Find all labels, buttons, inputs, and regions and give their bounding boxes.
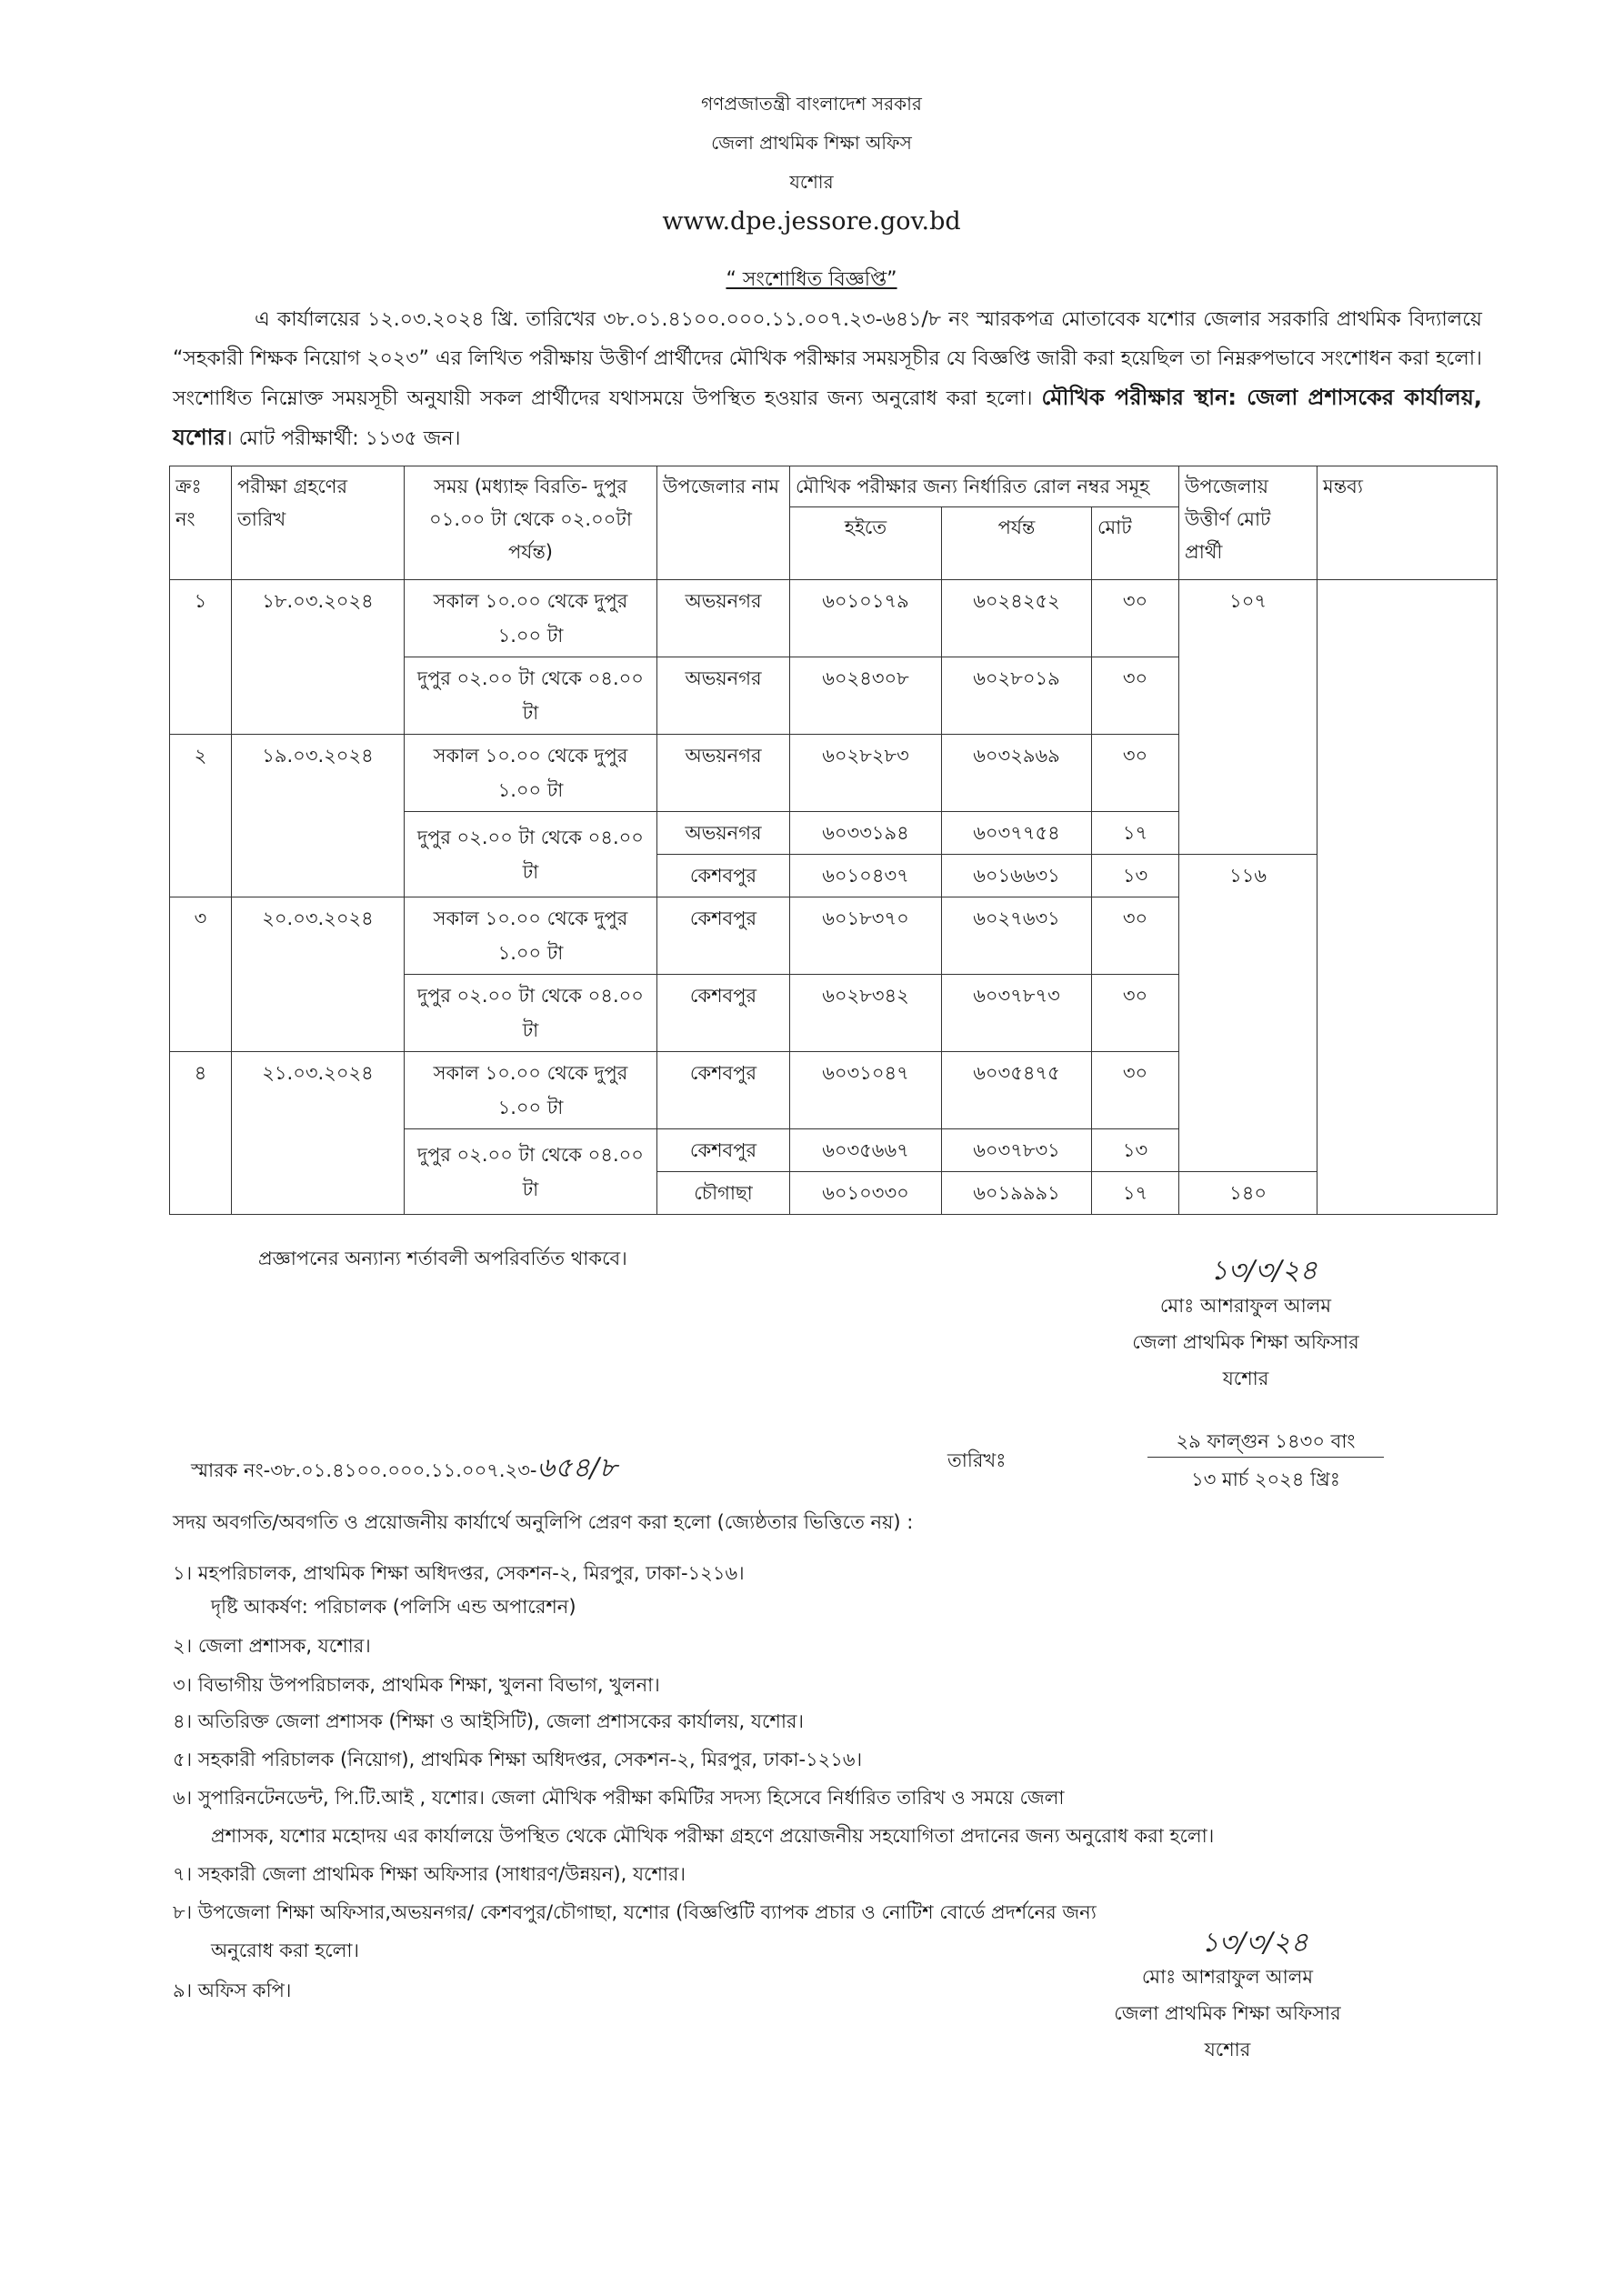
website-url: www.dpe.jessore.gov.bd [662,207,961,236]
memo-date-bangla: ২৯ ফাল্গুন ১৪৩০ বাং [1147,1426,1384,1458]
copy-item: ৯। অফিস কপি। [173,1980,292,2001]
upazila-cell: কেশবপুর [657,1129,790,1172]
copy-item: দৃষ্টি আকর্ষণ: পরিচালক (পলিসি এন্ড অপারেশন) [211,1596,576,1618]
header-total: মোট [1092,507,1179,580]
upazila-cell: কেশবপুর [657,1052,790,1129]
date-cell: ২০.০৩.২০২৪ [232,897,405,1052]
roll-from-cell: ৬০৩৩১৯৪ [790,812,942,855]
roll-from-cell: ৬০২৮২৮৩ [790,735,942,812]
govt-name: গণপ্রজাতন্ত্রী বাংলাদেশ সরকার [701,93,922,115]
upazila-cell: অভয়নগর [657,812,790,855]
count-cell: ৩০ [1092,975,1179,1052]
roll-to-cell: ৬০৩৫৪৭৫ [942,1052,1092,1129]
roll-from-cell: ৬০২৪৩০৮ [790,657,942,735]
roll-to-cell: ৬০১৯৯৯১ [942,1172,1092,1215]
date-cell: ২১.০৩.২০২৪ [232,1052,405,1215]
time-cell: সকাল ১০.০০ থেকে দুপুর ১.০০ টা [405,897,657,975]
roll-from-cell: ৬০৩৫৬৬৭ [790,1129,942,1172]
header-to: পর্যন্ত [942,507,1092,580]
notice-title: “ সংশোধিত বিজ্ঞপ্তি” [726,268,897,291]
roll-from-cell: ৬০১০৪৩৭ [790,855,942,897]
header-roll-group: মৌখিক পরীক্ষার জন্য নির্ধারিত রোল নম্বর সমূহ [790,466,1179,507]
signatory-place: যশোর [1204,2039,1251,2060]
count-cell: ১৩ [1092,1129,1179,1172]
roll-from-cell: ৬০৩১০৪৭ [790,1052,942,1129]
upazila-cell: কেশবপুর [657,897,790,975]
memo-date-label: তারিখঃ [947,1449,1007,1471]
header-from: হইতে [790,507,942,580]
header-serial: ক্রঃ নং [170,466,232,580]
count-cell: ১৭ [1092,812,1179,855]
serial-cell: ১ [170,580,232,735]
count-cell: ৩০ [1092,1052,1179,1129]
date-cell: ১৯.০৩.২০২৪ [232,735,405,897]
signature-scribble: ১৩/৩/২৪ [1210,1255,1317,1287]
header-remarks: মন্তব্য [1317,466,1498,580]
time-cell: সকাল ১০.০০ থেকে দুপুর ১.০০ টা [405,735,657,812]
time-cell: দুপুর ০২.০০ টা থেকে ০৪.০০ টা [405,812,657,897]
header-upazila: উপজেলার নাম [657,466,790,580]
roll-from-cell: ৬০২৮৩৪২ [790,975,942,1052]
copy-item: ৬। সুপারিনটেনডেন্ট, পি.টি.আই , যশোর। জেলা মৌখিক পরীক্ষা কমিটির সদস্য হিসেবে নির্ধারিত তারিখ ও সময়ে জেলা [173,1787,1065,1809]
roll-to-cell: ৬০৩২৯৬৯ [942,735,1092,812]
upazila-cell: অভয়নগর [657,735,790,812]
serial-cell: ৩ [170,897,232,1052]
roll-to-cell: ৬০১৬৬৩১ [942,855,1092,897]
conditions-note: প্রজ্ঞাপনের অন্যান্য শর্তাবলী অপরিবর্তিত থাকবে। [258,1248,627,1269]
header-date: পরীক্ষা গ্রহণের তারিখ [232,466,405,580]
roll-to-cell: ৬০২৪২৫২ [942,580,1092,657]
roll-from-cell: ৬০১০১৭৯ [790,580,942,657]
time-cell: সকাল ১০.০০ থেকে দুপুর ১.০০ টা [405,1052,657,1129]
copy-item: ৮। উপজেলা শিক্ষা অফিসার,অভয়নগর/ কেশবপুর/চৌগাছা, যশোর (বিজ্ঞপ্তিটি ব্যাপক প্রচার ও নোটিশ বোর্ডে প্রদর্শনের জন্য [173,1901,1097,1923]
count-cell: ১৭ [1092,1172,1179,1215]
roll-to-cell: ৬০৩৭৮৩১ [942,1129,1092,1172]
memo-date-gregorian: ১৩ মার্চ ২০২৪ খ্রিঃ [1191,1469,1340,1490]
count-cell: ৩০ [1092,580,1179,657]
roll-from-cell: ৬০১০৩৩০ [790,1172,942,1215]
time-cell: সকাল ১০.০০ থেকে দুপুর ১.০০ টা [405,580,657,657]
copy-item: ৫। সহকারী পরিচালক (নিয়োগ), প্রাথমিক শিক্ষা অধিদপ্তর, সেকশন-২, মিরপুর, ঢাকা-১২১৬। [173,1749,863,1770]
signature-block-1 [1109,1255,1382,1397]
upazila-cell: কেশবপুর [657,855,790,897]
copy-item: ৩। বিভাগীয় উপপরিচালক, প্রাথমিক শিক্ষা, খুলনা বিভাগ, খুলনা। [173,1674,660,1696]
count-cell: ৩০ [1092,735,1179,812]
copy-item: ১। মহপরিচালক, প্রাথমিক শিক্ষা অধিদপ্তর, সেকশন-২, মিরপুর, ঢাকা-১২১৬। [173,1562,745,1584]
roll-to-cell: ৬০৩৭৭৫৪ [942,812,1092,855]
roll-to-cell: ৬০২৮০১৯ [942,657,1092,735]
time-cell: দুপুর ০২.০০ টা থেকে ০৪.০০ টা [405,1129,657,1215]
roll-to-cell: ৬০৩৭৮৭৩ [942,975,1092,1052]
serial-cell: ২ [170,735,232,897]
copy-item: অনুরোধ করা হলো। [211,1940,359,1961]
date-cell: ১৮.০৩.২০২৪ [232,580,405,735]
header-passed: উপজেলায় উত্তীর্ণ মোট প্রার্থী [1179,466,1317,580]
count-cell: ১৩ [1092,855,1179,897]
copy-item: ৪। অতিরিক্ত জেলা প্রশাসক (শিক্ষা ও আইসিটি), জেলা প্রশাসকের কার্যালয়, যশোর। [173,1710,804,1732]
body-text: এ কার্যালয়ের ১২.০৩.২০২৪ খ্রি. তারিখের ৩৮.০১.৪১০০.০০০.১১.০০৭.২৩-৬৪১/৮ নং স্মারকপত্র মোতাবেক যশোর জেলার সরকারি প্রাথমিক বিদ্যালয়ে “সহকারী শিক্ষক নিয়োগ ২০২৩” এর লিখিত পরীক্ষায় উত্তীর্ণ প্রার্থীদের মৌখিক পরীক্ষার সময়সূচীর যে বিজ্ঞপ্তি জারী করা হয়েছিল তা নিম্নরুপভাবে সংশোধন করা হলো। সংশোধিত নিম্নোক্ত সময়সূচী অনুযায়ী সকল প্রার্থীদের যথাসময়ে উপস্থিত হওয়ার জন্য অনুরোধ করা হলো। [173,308,1482,410]
office-location: যশোর [789,171,834,193]
memo-number-text: স্মারক নং-৩৮.০১.৪১০০.০০০.১১.০০৭.২৩- [191,1459,537,1481]
copy-intro: সদয় অবগতি/অবগতি ও প্রয়োজনীয় কার্যার্থে অনুলিপি প্রেরণ করা হলো (জ্যেষ্ঠতার ভিত্তিতে নয়) : [173,1511,914,1533]
signatory-name: মোঃ আশরাফুল আলম [1159,1295,1332,1317]
passed-total-cell: ১৪০ [1179,1172,1317,1215]
copy-item: প্রশাসক, যশোর মহোদয় এর কার্যালয়ে উপস্থিত থেকে মৌখিক পরীক্ষা গ্রহণে প্রয়োজনীয় সহযোগিতা প্রদানের জন্য অনুরোধ করা হলো। [211,1825,1215,1847]
signature-scribble: ১৩/৩/২৪ [1201,1927,1308,1959]
signatory-place: যশোর [1222,1368,1269,1389]
header-time: সময় (মধ্যাহ্ন বিরতি- দুপুর ০১.০০ টা থেকে ০২.০০টা পর্যন্ত) [405,466,657,580]
remarks-cell [1317,580,1498,1215]
signatory-designation: জেলা প্রাথমিক শিক্ষা অফিসার [1114,2002,1341,2024]
total-candidates: । মোট পরীক্ষার্থী: ১১৩৫ জন। [225,427,461,450]
signatory-name: মোঃ আশরাফুল আলম [1141,1966,1314,1988]
count-cell: ৩০ [1092,897,1179,975]
serial-cell: ৪ [170,1052,232,1215]
memo-number-handwritten: ৬৫৪/৮ [536,1452,617,1484]
roll-to-cell: ৬০২৭৬৩১ [942,897,1092,975]
notice-body [173,300,1482,458]
time-cell: দুপুর ০২.০০ টা থেকে ০৪.০০ টা [405,975,657,1052]
office-name: জেলা প্রাথমিক শিক্ষা অফিস [711,132,912,154]
passed-total-cell: ১১৬ [1179,855,1317,1172]
signature-block-2 [1073,1928,1382,2068]
upazila-cell: অভয়নগর [657,657,790,735]
venue-label: মৌখিক পরীক্ষার স্থান: জেলা প্রশাসকের কার্যালয়, যশোর [173,385,1483,450]
copy-item: ৭। সহকারী জেলা প্রাথমিক শিক্ষা অফিসার (সাধারণ/উন্নয়ন), যশোর। [173,1863,686,1885]
copy-item: ২। জেলা প্রশাসক, যশোর। [173,1635,371,1657]
upazila-cell: অভয়নগর [657,580,790,657]
roll-from-cell: ৬০১৮৩৭০ [790,897,942,975]
upazila-cell: কেশবপুর [657,975,790,1052]
time-cell: দুপুর ০২.০০ টা থেকে ০৪.০০ টা [405,657,657,735]
schedule-table [169,466,1498,1215]
count-cell: ৩০ [1092,657,1179,735]
table-row [170,580,1498,657]
passed-total-cell: ১০৭ [1179,580,1317,855]
signatory-designation: জেলা প্রাথমিক শিক্ষা অফিসার [1132,1331,1359,1353]
upazila-cell: চৌগাছা [657,1172,790,1215]
memo-number [191,1446,616,1492]
